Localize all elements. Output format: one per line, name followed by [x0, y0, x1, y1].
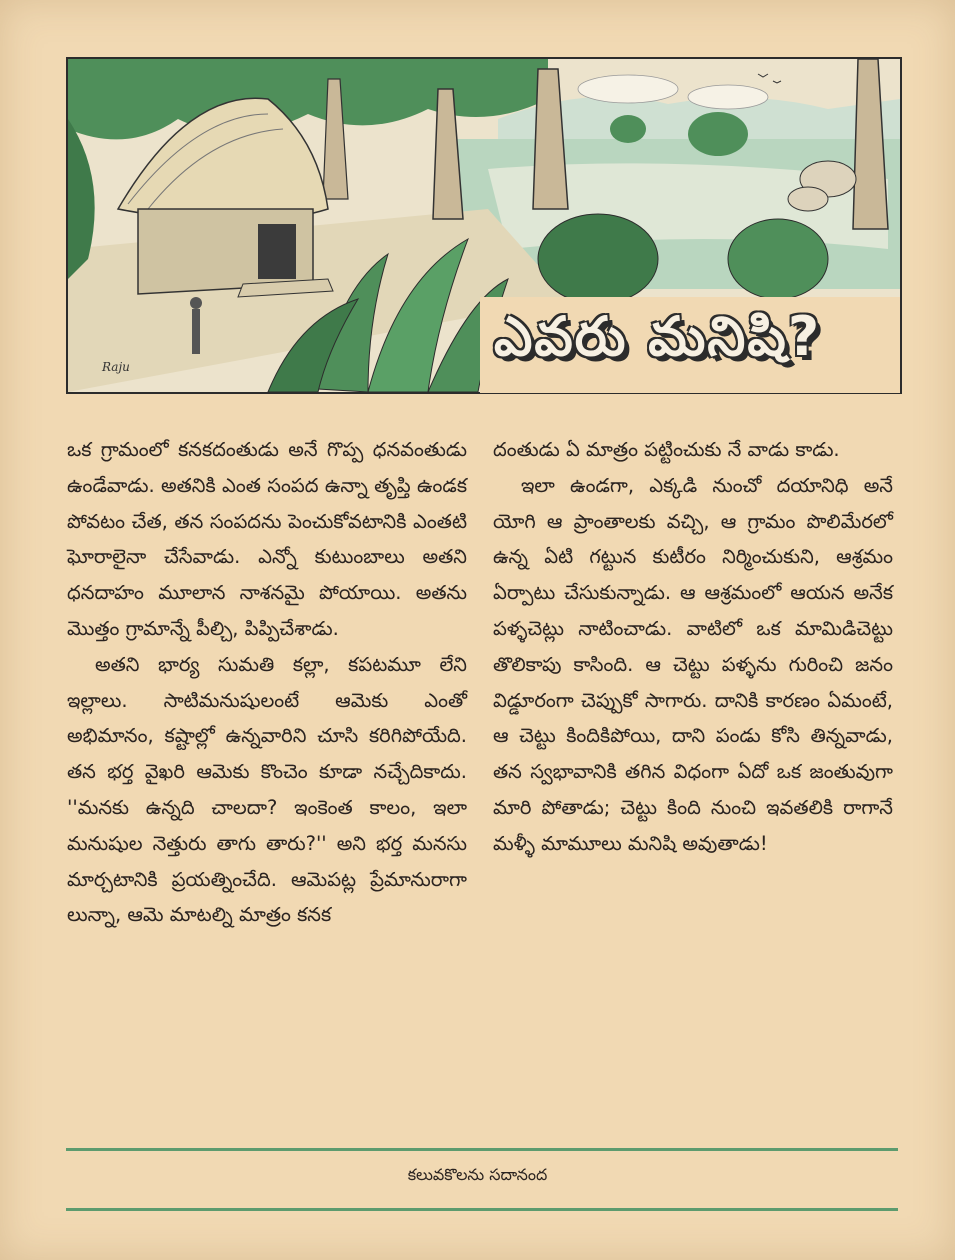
artist-signature: Raju [102, 360, 130, 374]
footer-rule-bottom [66, 1208, 898, 1211]
paragraph: ఒక గ్రామంలో కనకదంతుడు అనే గొప్ప ధనవంతుడు ఉండేవాడు. అతనికి ఎంత సంపద ఉన్నా తృప్తి ఉండక పోవటం చేత, తన సంపదను పెంచుకోవటానికి ఎంతటి ఘోరాలైనా చేసేవాడు. ఎన్నో కుటుంబాలు అతని ధనదాహం మూలాన నాశనమై పోయాయి. అతను మొత్తం గ్రామాన్నే పీల్చి, పిప్పిచేశాడు. [67, 438, 467, 640]
story-title: ఎవరు మనిషి? [494, 304, 822, 368]
paragraph: ఇలా ఉండగా, ఎక్కడి నుంచో దయానిధి అనే యోగి ఆ ప్రాంతాలకు వచ్చి, ఆ గ్రామం పొలిమేరలో ఉన్న ఏటి గట్టున కుటీరం నిర్మించుకుని, ఆశ్రమం ఏర్పాటు చేసుకున్నాడు. ఆ ఆశ్రమంలో ఆయన అనేక పళ్ళచెట్లు నాటించాడు. వాటిలో ఒక మామిడిచెట్టు తొలికాపు కాసింది. ఆ చెట్టు పళ్ళను గురించి జనం విడ్డూరంగా చెప్పుకో సాగారు. దానికి కారణం ఏమంటే, ఆ చెట్టు కిందికిపోయి, దాని పండు కోసి తిన్నవాడు, తన స్వభావానికి తగిన విధంగా ఏదో ఒక జంతువుగా మారి పోతాడు; చెట్టు కింది నుంచి ఇవతలికి రాగానే మళ్ళీ మామూలు మనిషి అవుతాడు! [493, 473, 893, 855]
footer-rule-top [66, 1148, 898, 1151]
author-byline: కలువకొలను సదానంద [407, 1165, 548, 1184]
text-column-left [67, 432, 467, 933]
paragraph: దంతుడు ఏ మాత్రం పట్టించుకు నే వాడు కాడు. [493, 438, 840, 461]
text-column-right [493, 432, 893, 862]
paragraph: అతని భార్య సుమతి కల్లా, కపటమూ లేని ఇల్లాలు. సాటిమనుషులంటే ఆమెకు ఎంతో అభిమానం, కష్టాల్లో ఉన్నవారిని చూసి కరిగిపోయేది. తన భర్త వైఖరి ఆమెకు కొంచెం కూడా నచ్చేదికాదు. ''మనకు ఉన్నది చాలదా? ఇంకెంత కాలం, ఇలా మనుషుల నెత్తురు తాగు తారు?'' అని భర్త మనసు మార్చటానికి ప్రయత్నించేది. ఆమెపట్ల ప్రేమానురాగా లున్నా, ఆమె మాటల్ని మాత్రం కనక [67, 652, 467, 927]
